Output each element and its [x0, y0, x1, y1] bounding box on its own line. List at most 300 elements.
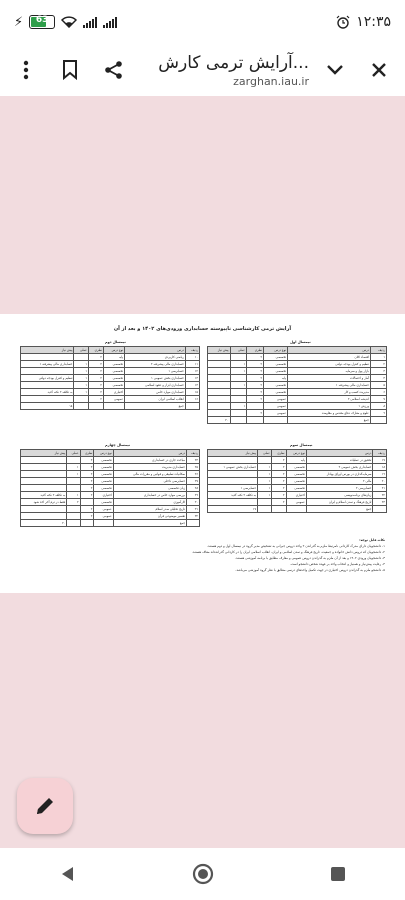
- table-cell: حسابداری مالی پیشرفته ۲: [125, 361, 186, 368]
- note-line: ۲- دانشجویان که دروس دانش خانواده و جمعیت، تاریخ فرهنگ و تمدن اسلامی و ایران، انقلاب اسلامی ایران را در کاردانی گذرانده‌اند معاف هستند.: [191, 550, 385, 554]
- table-cell: [21, 354, 74, 361]
- table-cell: تخصصی: [94, 478, 113, 485]
- table-cell: ۱۶: [185, 396, 199, 403]
- battery-level: 63: [35, 15, 49, 25]
- table-cell: انقلاب اسلامی ایران: [125, 396, 186, 403]
- table-header-row: [208, 347, 387, 354]
- table-cell: [208, 382, 231, 389]
- table-cell: ۲: [247, 368, 264, 375]
- table-header-cell: درس: [306, 450, 372, 457]
- note-line: ۴- رعایت پیش‌نیاز و همنیاز و انتخاب واحد بر عهده شخص دانشجو است.: [289, 562, 385, 566]
- table-cell: [67, 485, 80, 492]
- table-cell: [208, 354, 231, 361]
- table-cell: [21, 471, 67, 478]
- table-cell: ۸: [370, 403, 386, 410]
- table-cell: علوم و معارف دفاع مقدس و مقاومت: [288, 410, 371, 417]
- table-row: [208, 417, 387, 424]
- table-row: [21, 361, 200, 368]
- table-cell: [208, 396, 231, 403]
- table-cell: اختیاری: [94, 492, 113, 499]
- table-cell: ۲: [80, 492, 94, 499]
- bookmark-button[interactable]: [54, 54, 86, 86]
- table-row: [21, 464, 200, 471]
- table-cell: [230, 417, 247, 424]
- semester-2-heading: نیمسال دوم: [105, 340, 126, 344]
- table-row: [208, 396, 387, 403]
- table-cell: [21, 506, 67, 513]
- table-cell: تخصصی: [94, 464, 113, 471]
- table-header-cell: عملی: [230, 347, 247, 354]
- nav-back-button[interactable]: [48, 854, 88, 894]
- table-cell: [230, 396, 247, 403]
- table-cell: آمار و احتمالات: [288, 375, 371, 382]
- table-cell: حسابداری بخش عمومی ۲: [306, 464, 372, 471]
- semester-1-heading: نیمسال اول: [290, 340, 311, 344]
- table-cell: کارآموزی: [113, 499, 186, 506]
- table-cell: بررسی موارد خاص در حسابداری: [113, 492, 186, 499]
- table-cell: [80, 499, 94, 506]
- table-cell: تخصصی: [94, 485, 113, 492]
- charging-icon: ⚡: [14, 14, 24, 30]
- table-cell: ۲: [80, 471, 94, 478]
- table-row: [208, 471, 387, 478]
- table-row: [208, 485, 387, 492]
- table-cell: عمومی: [286, 499, 306, 506]
- table-cell: زبان تخصصی: [113, 485, 186, 492]
- table-row: [208, 361, 387, 368]
- table-cell: ۱۸: [373, 464, 387, 471]
- table-cell: ۱: [230, 368, 247, 375]
- table-row: [21, 499, 200, 506]
- table-cell: ۱: [74, 382, 89, 389]
- table-cell: ۱۱: [185, 361, 199, 368]
- table-row: [21, 396, 200, 403]
- table-cell: [74, 354, 89, 361]
- table-cell: ۲: [272, 471, 286, 478]
- battery-icon: [29, 15, 55, 29]
- table-cell: [21, 368, 74, 375]
- table-cell: [272, 506, 286, 513]
- table-cell: اختیاری: [286, 492, 306, 499]
- pencil-icon: [34, 795, 56, 817]
- table-cell: ۲: [272, 485, 286, 492]
- table-cell: مدیریت کسب و کار: [288, 389, 371, 396]
- document-title: آرایش ترمی کارشناسی ناپیوسته حسابداری ورودی‌های ۱۴۰۲ و بعد از آن: [113, 326, 292, 332]
- table-row: [21, 520, 200, 527]
- table-cell: تخصصی: [286, 471, 306, 478]
- table-row: [21, 354, 200, 361]
- table-row: [208, 354, 387, 361]
- table-cell: به تکلفه ۲ نکته گذید: [208, 492, 258, 499]
- table-cell: ۵: [370, 382, 386, 389]
- pdf-viewer[interactable]: [0, 96, 405, 848]
- table-row: [208, 457, 387, 464]
- table-header-cell: ردیف: [187, 450, 200, 457]
- table-row: [208, 403, 387, 410]
- table-cell: ۱: [258, 478, 272, 485]
- table-cell: [370, 417, 386, 424]
- table-cell: [67, 520, 80, 527]
- table-cell: ۲: [88, 382, 103, 389]
- table-cell: [208, 499, 258, 506]
- table-cell: مباحث جاری در حسابداری: [113, 457, 186, 464]
- table-cell: ۲: [80, 478, 94, 485]
- close-button[interactable]: [363, 54, 395, 86]
- table-cell: [373, 506, 387, 513]
- table-cell: ۲: [247, 354, 264, 361]
- table-cell: ۱: [230, 382, 247, 389]
- table-row: [21, 375, 200, 382]
- table-cell: [230, 375, 247, 382]
- table-row: [21, 478, 200, 485]
- table-cell: [258, 457, 272, 464]
- table-cell: عمومی: [103, 396, 124, 403]
- table-cell: [230, 354, 247, 361]
- table-cell: تخصصی: [264, 389, 288, 396]
- table-cell: ۱: [74, 368, 89, 375]
- table-cell: عمومی: [264, 403, 288, 410]
- table-header-row: [21, 450, 200, 457]
- table-cell: پایه: [103, 354, 124, 361]
- note-line: ۳- دانشجویان ورودی ۱۴۰۲ و بعد از آن ملزم به گذراندن دروس عمومی و معارف مطابق با برنامه آموزشی هستند.: [235, 556, 385, 560]
- signal-icon-2: [103, 16, 117, 28]
- table-cell: [247, 403, 264, 410]
- table-cell: ۱۹: [373, 471, 387, 478]
- table-header-cell: نوع درس: [286, 450, 306, 457]
- table-cell: ۲۰: [21, 520, 67, 527]
- table-header-row: [208, 450, 387, 457]
- table-cell: تنظیم و کنترل بودجه دولتی: [288, 361, 371, 368]
- table-row: [21, 403, 200, 410]
- table-cell: ۱: [74, 361, 89, 368]
- table-header-cell: نوع درس: [94, 450, 113, 457]
- table-cell: [21, 485, 67, 492]
- table-cell: ۱۷: [208, 506, 258, 513]
- status-time: ۱۲:۳۵: [356, 14, 391, 30]
- table-cell: ۲: [80, 513, 94, 520]
- table-cell: ۲: [67, 499, 80, 506]
- table-cell: ۱: [67, 464, 80, 471]
- table-cell: حسابرسی داخلی: [113, 478, 186, 485]
- more-options-button[interactable]: [10, 54, 42, 86]
- table-cell: [187, 520, 200, 527]
- table-header-cell: عملی: [67, 450, 80, 457]
- table-cell: ۱۴: [185, 382, 199, 389]
- table-header-cell: پیش نیاز: [208, 450, 258, 457]
- table-cell: ۲۷: [187, 478, 200, 485]
- table-cell: ۱۲: [185, 368, 199, 375]
- table-cell: ۱: [230, 361, 247, 368]
- table-cell: [208, 403, 231, 410]
- table-cell: ۱۰: [185, 354, 199, 361]
- table-cell: [21, 464, 67, 471]
- table-cell: سرمایه‌گذاری در بورس اوراق بهادار: [306, 471, 372, 478]
- table-cell: حسابرسی ۱: [125, 368, 186, 375]
- table-cell: ۲۰: [373, 478, 387, 485]
- wifi-icon: [61, 16, 77, 28]
- table-cell: ۲: [80, 485, 94, 492]
- table-cell: جمع: [288, 417, 371, 424]
- table-cell: جمع: [306, 506, 372, 513]
- table-cell: [74, 403, 89, 410]
- table-cell: [286, 506, 306, 513]
- table-row: [21, 368, 200, 375]
- table-row: [21, 457, 200, 464]
- semester-3-table: [207, 449, 387, 513]
- table-cell: ۶: [370, 389, 386, 396]
- table-cell: مالی ۲: [306, 478, 372, 485]
- table-cell: تخصصی: [264, 368, 288, 375]
- bookmark-icon: [62, 60, 78, 80]
- table-cell: اختیاری: [103, 389, 124, 396]
- table-cell: ۲۰: [208, 417, 231, 424]
- table-cell: تفسیر موضوعی قرآن: [113, 513, 186, 520]
- semester-3-heading: نیمسال سوم: [290, 443, 313, 447]
- table-cell: ۲: [88, 361, 103, 368]
- more-vert-icon: [23, 60, 29, 80]
- table-cell: به تکلفه ۲ نکته گذید: [21, 389, 74, 396]
- table-cell: ۲۶: [187, 471, 200, 478]
- semester-1-table: [207, 346, 387, 424]
- document-notes: [20, 537, 385, 573]
- table-cell: [103, 403, 124, 410]
- table-cell: حسابداری مالی پیشرفته ۱: [288, 382, 371, 389]
- table-cell: تنظیم و کنترل بودجه دولتی: [21, 375, 74, 382]
- table-cell: عمومی: [94, 513, 113, 520]
- table-cell: [185, 403, 199, 410]
- table-header-cell: نظری: [247, 347, 264, 354]
- table-cell: تخصصی: [103, 382, 124, 389]
- table-cell: ۲۹: [187, 492, 200, 499]
- table-cell: عمومی: [264, 410, 288, 417]
- table-cell: ۱: [74, 389, 89, 396]
- table-cell: ۲: [247, 361, 264, 368]
- table-cell: ۲: [88, 375, 103, 382]
- table-cell: تخصصی: [286, 478, 306, 485]
- table-cell: [67, 457, 80, 464]
- table-cell: [230, 389, 247, 396]
- table-row: [208, 375, 387, 382]
- table-cell: [208, 471, 258, 478]
- table-row: [21, 506, 200, 513]
- table-cell: ۲: [247, 382, 264, 389]
- chevron-down-icon: [326, 64, 344, 76]
- table-cell: ۱۳: [185, 375, 199, 382]
- table-cell: ۲: [272, 457, 286, 464]
- expand-button[interactable]: [319, 54, 351, 86]
- table-cell: ۱: [230, 403, 247, 410]
- table-cell: حسابرسی ۲: [306, 485, 372, 492]
- table-cell: ۳۰: [187, 499, 200, 506]
- table-cell: ۱۵: [185, 389, 199, 396]
- table-cell: عمومی: [264, 396, 288, 403]
- table-cell: ۱: [258, 464, 272, 471]
- table-cell: ۱: [258, 485, 272, 492]
- table-cell: ۱: [67, 471, 80, 478]
- table-header-cell: درس: [288, 347, 371, 354]
- system-nav-bar: [0, 848, 405, 900]
- table-cell: ۱: [258, 492, 272, 499]
- close-icon: [371, 62, 387, 78]
- table-cell: [264, 417, 288, 424]
- table-row: [21, 382, 200, 389]
- table-cell: ۲۴: [187, 457, 200, 464]
- table-cell: تاریخ فرهنگ و تمدن اسلام و ایران: [306, 499, 372, 506]
- table-cell: به تکلفه ۲ نکته گذید: [21, 492, 67, 499]
- semester-2-table: [20, 346, 200, 410]
- table-cell: تخصصی: [264, 382, 288, 389]
- table-cell: تخصصی: [264, 354, 288, 361]
- table-row: [208, 410, 387, 417]
- table-cell: ۲: [88, 389, 103, 396]
- status-right: [336, 14, 391, 30]
- home-icon: [192, 863, 214, 885]
- table-cell: [21, 396, 74, 403]
- table-cell: [230, 410, 247, 417]
- table-cell: [67, 513, 80, 520]
- recents-icon: [330, 866, 346, 882]
- table-cell: حسابداری بخش عمومی ۱: [125, 375, 186, 382]
- table-header-cell: پیش نیاز: [208, 347, 231, 354]
- table-header-cell: نظری: [88, 347, 103, 354]
- table-header-cell: نوع درس: [264, 347, 288, 354]
- table-cell: ۲۲: [373, 492, 387, 499]
- table-cell: ۲: [272, 492, 286, 499]
- table-cell: بازار پول و سرمایه: [288, 368, 371, 375]
- table-cell: ۱: [258, 471, 272, 478]
- table-cell: [258, 499, 272, 506]
- table-cell: ۱: [74, 375, 89, 382]
- table-row: [208, 368, 387, 375]
- table-cell: ۱: [370, 354, 386, 361]
- table-cell: ۲: [88, 396, 103, 403]
- table-cell: [208, 410, 231, 417]
- table-header-cell: عملی: [258, 450, 272, 457]
- table-cell: اقتصاد کلان: [288, 354, 371, 361]
- table-cell: تخصصی: [264, 361, 288, 368]
- table-cell: ۲۸: [187, 485, 200, 492]
- table-cell: ۳: [370, 368, 386, 375]
- table-header-cell: درس: [113, 450, 186, 457]
- status-left: [14, 15, 117, 30]
- table-cell: ۲۳: [373, 499, 387, 506]
- table-cell: تخصصی: [286, 464, 306, 471]
- share-button[interactable]: [98, 54, 130, 86]
- table-header-cell: عملی: [74, 347, 89, 354]
- note-line: ۱- دانشجویان دارای مدرک کاردانی نامرتبط ملزم به گذراندن ۲ واحد دروس جبرانی به تشخیص مدیر گروه در نیمسال اول و دوم هستند.: [207, 544, 385, 548]
- table-cell: [208, 368, 231, 375]
- table-cell: ۳۲: [187, 513, 200, 520]
- table-cell: حسابداری موارد خاص: [125, 389, 186, 396]
- table-cell: فقط در ترم آخر اخذ شود: [21, 499, 67, 506]
- table-cell: زبان‌های برنامه‌نویسی: [306, 492, 372, 499]
- table-cell: ۲: [88, 368, 103, 375]
- table-cell: ۹: [370, 410, 386, 417]
- table-cell: پایه: [286, 457, 306, 464]
- table-row: [208, 464, 387, 471]
- table-cell: ۲: [272, 478, 286, 485]
- browser-toolbar: [0, 44, 405, 96]
- table-cell: ۲: [247, 396, 264, 403]
- table-header-cell: نوع درس: [103, 347, 124, 354]
- table-cell: ۲: [272, 464, 286, 471]
- page-url: zarghan.iau.ir: [233, 74, 309, 88]
- table-cell: تخصصی: [286, 485, 306, 492]
- table-cell: [21, 513, 67, 520]
- table-cell: تخصصی: [103, 361, 124, 368]
- table-cell: [67, 506, 80, 513]
- table-header-cell: درس: [125, 347, 186, 354]
- table-cell: ۲: [80, 506, 94, 513]
- table-cell: [80, 520, 94, 527]
- table-row: [21, 513, 200, 520]
- table-cell: ریاضی کاربردی: [125, 354, 186, 361]
- table-cell: ۲: [80, 464, 94, 471]
- table-cell: [208, 375, 231, 382]
- table-cell: حسابداری مدیریت: [113, 464, 186, 471]
- table-cell: تحقیق در عملیات: [306, 457, 372, 464]
- table-cell: ۱۸: [21, 403, 74, 410]
- table-header-row: [21, 347, 200, 354]
- table-cell: [208, 457, 258, 464]
- table-cell: ۷: [370, 396, 386, 403]
- table-cell: ۲: [272, 499, 286, 506]
- nav-home-button[interactable]: [183, 854, 223, 894]
- table-cell: سکانیات تطبیقی و قوانین و مقررات مالی: [113, 471, 186, 478]
- table-cell: عمومی: [94, 506, 113, 513]
- table-cell: ۳۱: [187, 506, 200, 513]
- table-cell: [67, 478, 80, 485]
- table-cell: [208, 361, 231, 368]
- table-cell: ۲: [247, 389, 264, 396]
- table-row: [208, 492, 387, 499]
- table-cell: ۲: [370, 361, 386, 368]
- table-row: [208, 382, 387, 389]
- table-cell: تخصصی: [94, 499, 113, 506]
- table-row: [208, 499, 387, 506]
- table-cell: ۲: [88, 354, 103, 361]
- table-row: [21, 389, 200, 396]
- back-icon: [60, 866, 76, 882]
- table-row: [208, 389, 387, 396]
- table-cell: تاریخ تحلیلی صدر اسلام: [113, 506, 186, 513]
- table-cell: جمع: [125, 403, 186, 410]
- semester-4-heading: نیمسال چهارم: [105, 443, 130, 447]
- edit-fab-button[interactable]: [17, 778, 73, 834]
- nav-recents-button[interactable]: [318, 854, 358, 894]
- pdf-page: [0, 314, 405, 593]
- table-cell: ۲۵: [187, 464, 200, 471]
- signal-icon: [83, 16, 97, 28]
- table-header-cell: پیش نیاز: [21, 450, 67, 457]
- page-title: آرایش ترمی کارش...: [158, 52, 309, 73]
- table-header-cell: نظری: [272, 450, 286, 457]
- table-cell: [208, 478, 258, 485]
- table-cell: [21, 457, 67, 464]
- note-line: نکات قابل توجه:: [359, 538, 385, 542]
- table-header-cell: ردیف: [373, 450, 387, 457]
- table-cell: [258, 506, 272, 513]
- page-title-block: [130, 53, 319, 88]
- table-cell: حسابرسی ۱: [208, 485, 258, 492]
- share-icon: [104, 60, 124, 80]
- table-header-cell: پیش نیاز: [21, 347, 74, 354]
- table-cell: [88, 403, 103, 410]
- table-cell: اندیشه اسلامی ۲: [288, 396, 371, 403]
- table-row: [208, 506, 387, 513]
- table-cell: [21, 382, 74, 389]
- table-cell: حسابداری بخش عمومی ۱: [208, 464, 258, 471]
